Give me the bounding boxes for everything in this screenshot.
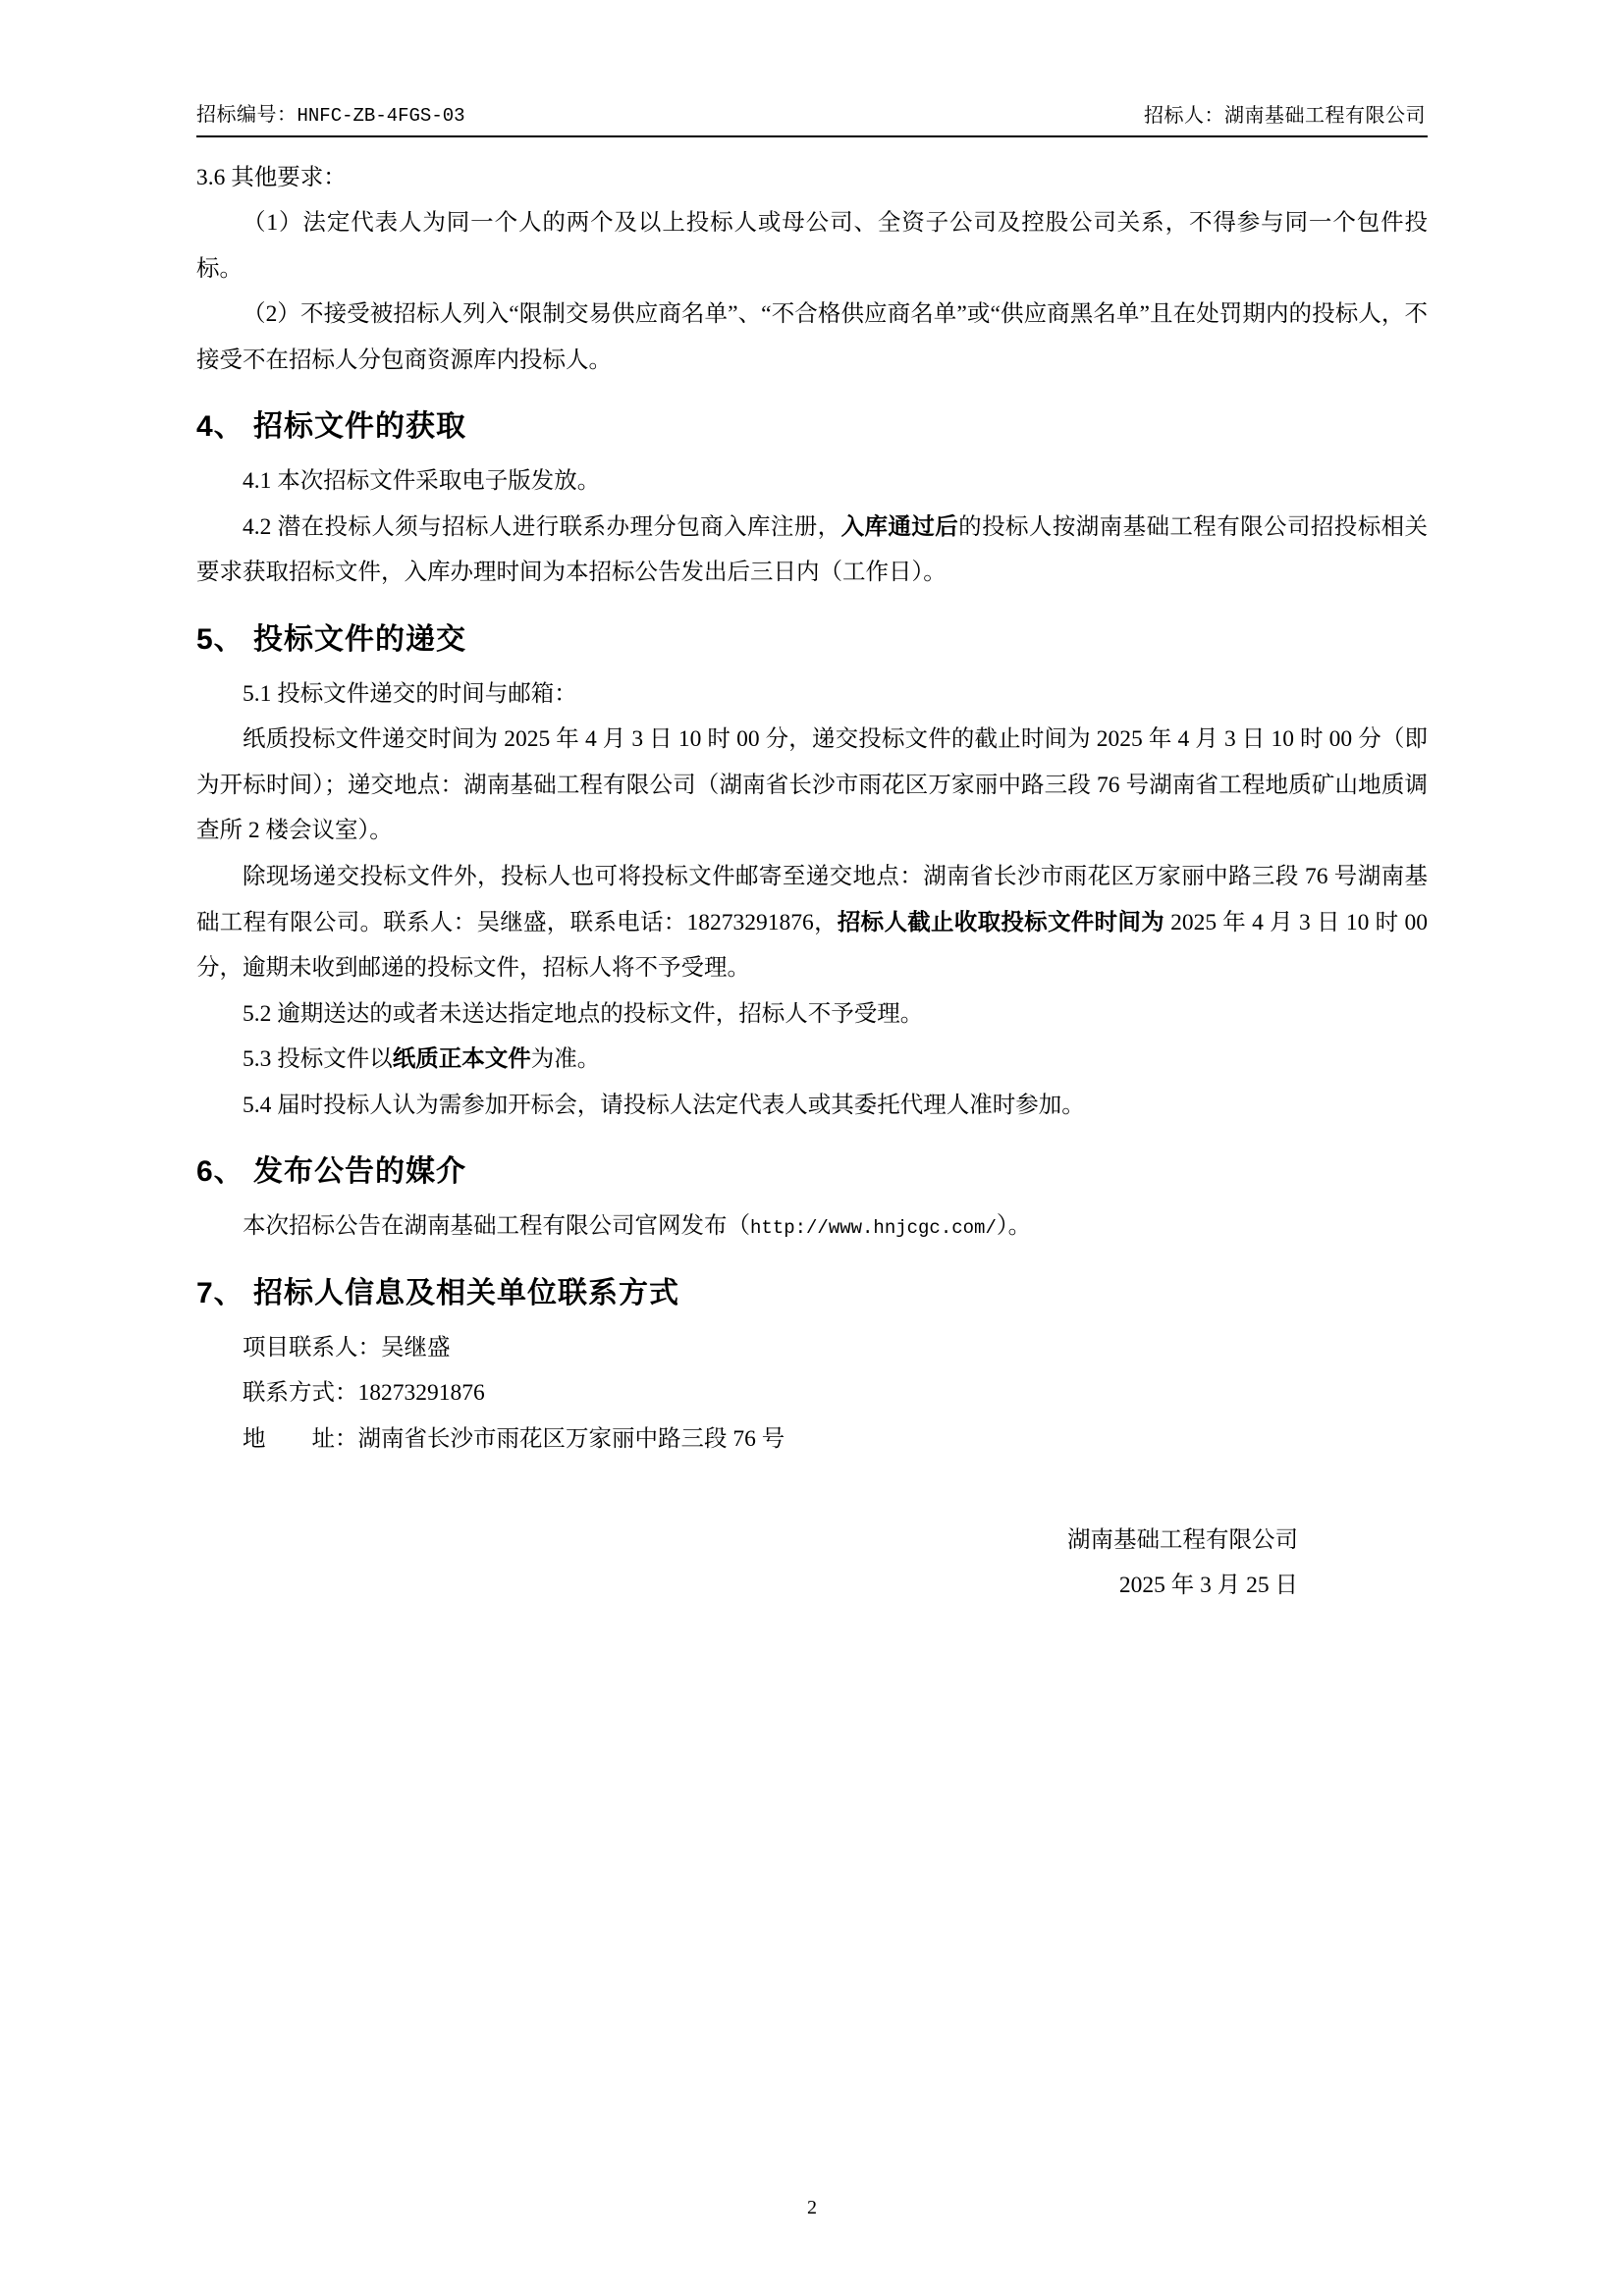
section-5-1-p2-part-c: 2025 年 4 月 3 日 10 时 00 分，逾期未收到邮递的投标文件，招标人将不予受理。 — [196, 909, 1429, 982]
tenderer-label: 招标人： — [1144, 104, 1224, 127]
heading-6: 6、 发布公告的媒介 — [196, 1155, 467, 1189]
section-4-2-part-a: 4.2 潜在投标人须与招标人进行联系办理分包商入库注册， — [243, 513, 841, 540]
section-5-2: 5.2 逾期送达的或者未送达指定地点的投标文件，招标人不予受理。 — [243, 1000, 924, 1027]
section-4-2-emphasis: 入库通过后 — [840, 513, 959, 540]
official-website-link[interactable]: http://www.hnjcgc.com/ — [750, 1217, 997, 1240]
section-5-3 — [196, 1037, 1428, 1083]
section-5-1-p2-part-a: 除现场递交投标文件外，投标人也可将投标文件邮寄至递交地点：湖南省长沙市雨花区万家丽中路三段 76 号湖南基础工程有限公司。联系人：吴继盛，联系电话：18273291876， — [196, 863, 1428, 935]
project-contact-phone: 联系方式：18273291876 — [243, 1380, 485, 1407]
section-5-1-paragraph-1: 纸质投标文件递交时间为 2025 年 4 月 3 日 10 时 00 分，递交投标文件的截止时间为 2025 年 4 月 3 日 10 时 00 分（即为开标时间）；递交地点：湖南基础工程有限公司（湖南省长沙市雨花区万家丽中路三段 76 号湖南省工程地质矿山地质调查所 2 楼会议室）。 — [196, 726, 1428, 844]
section-5-4: 5.4 届时投标人认为需参加开标会，请投标人法定代表人或其委托代理人准时参加。 — [243, 1092, 1085, 1118]
signature-company: 湖南基础工程有限公司 — [1067, 1527, 1298, 1554]
section-6-part-c: ）。 — [996, 1213, 1032, 1240]
section-3-6-item-1: （1）法定代表人为同一个人的两个及以上投标人或母公司、全资子公司及控股公司关系，不得参与同一个包件投标。 — [196, 210, 1428, 282]
project-contact-person: 项目联系人：吴继盛 — [243, 1334, 451, 1361]
heading-5: 5、 投标文件的递交 — [196, 622, 467, 656]
heading-7: 7、 招标人信息及相关单位联系方式 — [196, 1276, 680, 1309]
signature-block — [196, 1519, 1428, 1609]
bid-number-label: 招标编号： — [196, 104, 298, 126]
section-6-paragraph — [196, 1203, 1428, 1250]
section-6-part-a: 本次招标公告在湖南基础工程有限公司官网发布（ — [243, 1213, 750, 1240]
section-4-2-part-c: 的投标人按湖南基础工程有限公司招投标相关要求获取招标文件，入库办理时间为本招标公告发出后三日内（工作日）。 — [196, 513, 1429, 586]
section-5-3-part-a: 5.3 投标文件以 — [243, 1046, 393, 1073]
section-5-1-p2-emphasis: 招标人截止收取投标文件时间为 — [837, 909, 1164, 935]
header-right — [1144, 104, 1428, 128]
signature-date: 2025 年 3 月 25 日 — [1118, 1572, 1298, 1598]
page-header — [196, 103, 1428, 137]
section-5-3-part-c: 为准。 — [530, 1046, 601, 1073]
tenderer-value: 湖南基础工程有限公司 — [1224, 104, 1426, 127]
section-5-3-emphasis: 纸质正本文件 — [392, 1046, 531, 1073]
header-left — [196, 103, 465, 128]
heading-4: 4、 招标文件的获取 — [196, 410, 467, 444]
page-number: 2 — [807, 2197, 817, 2218]
section-4-1: 4.1 本次招标文件采取电子版发放。 — [243, 468, 601, 495]
section-3-6-item-2: （2）不接受被招标人列入“限制交易供应商名单”、“不合格供应商名单”或“供应商黑名单”且在处罚期内的投标人，不接受不在招标人分包商资源库内投标人。 — [196, 301, 1428, 373]
document-body — [196, 137, 1428, 1609]
section-3-6-title: 3.6 其他要求： — [196, 164, 347, 190]
project-contact-address: 地 址：湖南省长沙市雨花区万家丽中路三段 76 号 — [243, 1425, 785, 1452]
section-5-1: 5.1 投标文件递交的时间与邮箱： — [243, 680, 577, 707]
section-5-1-paragraph-2 — [196, 854, 1428, 991]
section-4-2 — [196, 505, 1428, 596]
bid-number-value: HNFC-ZB-4FGS-03 — [297, 105, 465, 127]
